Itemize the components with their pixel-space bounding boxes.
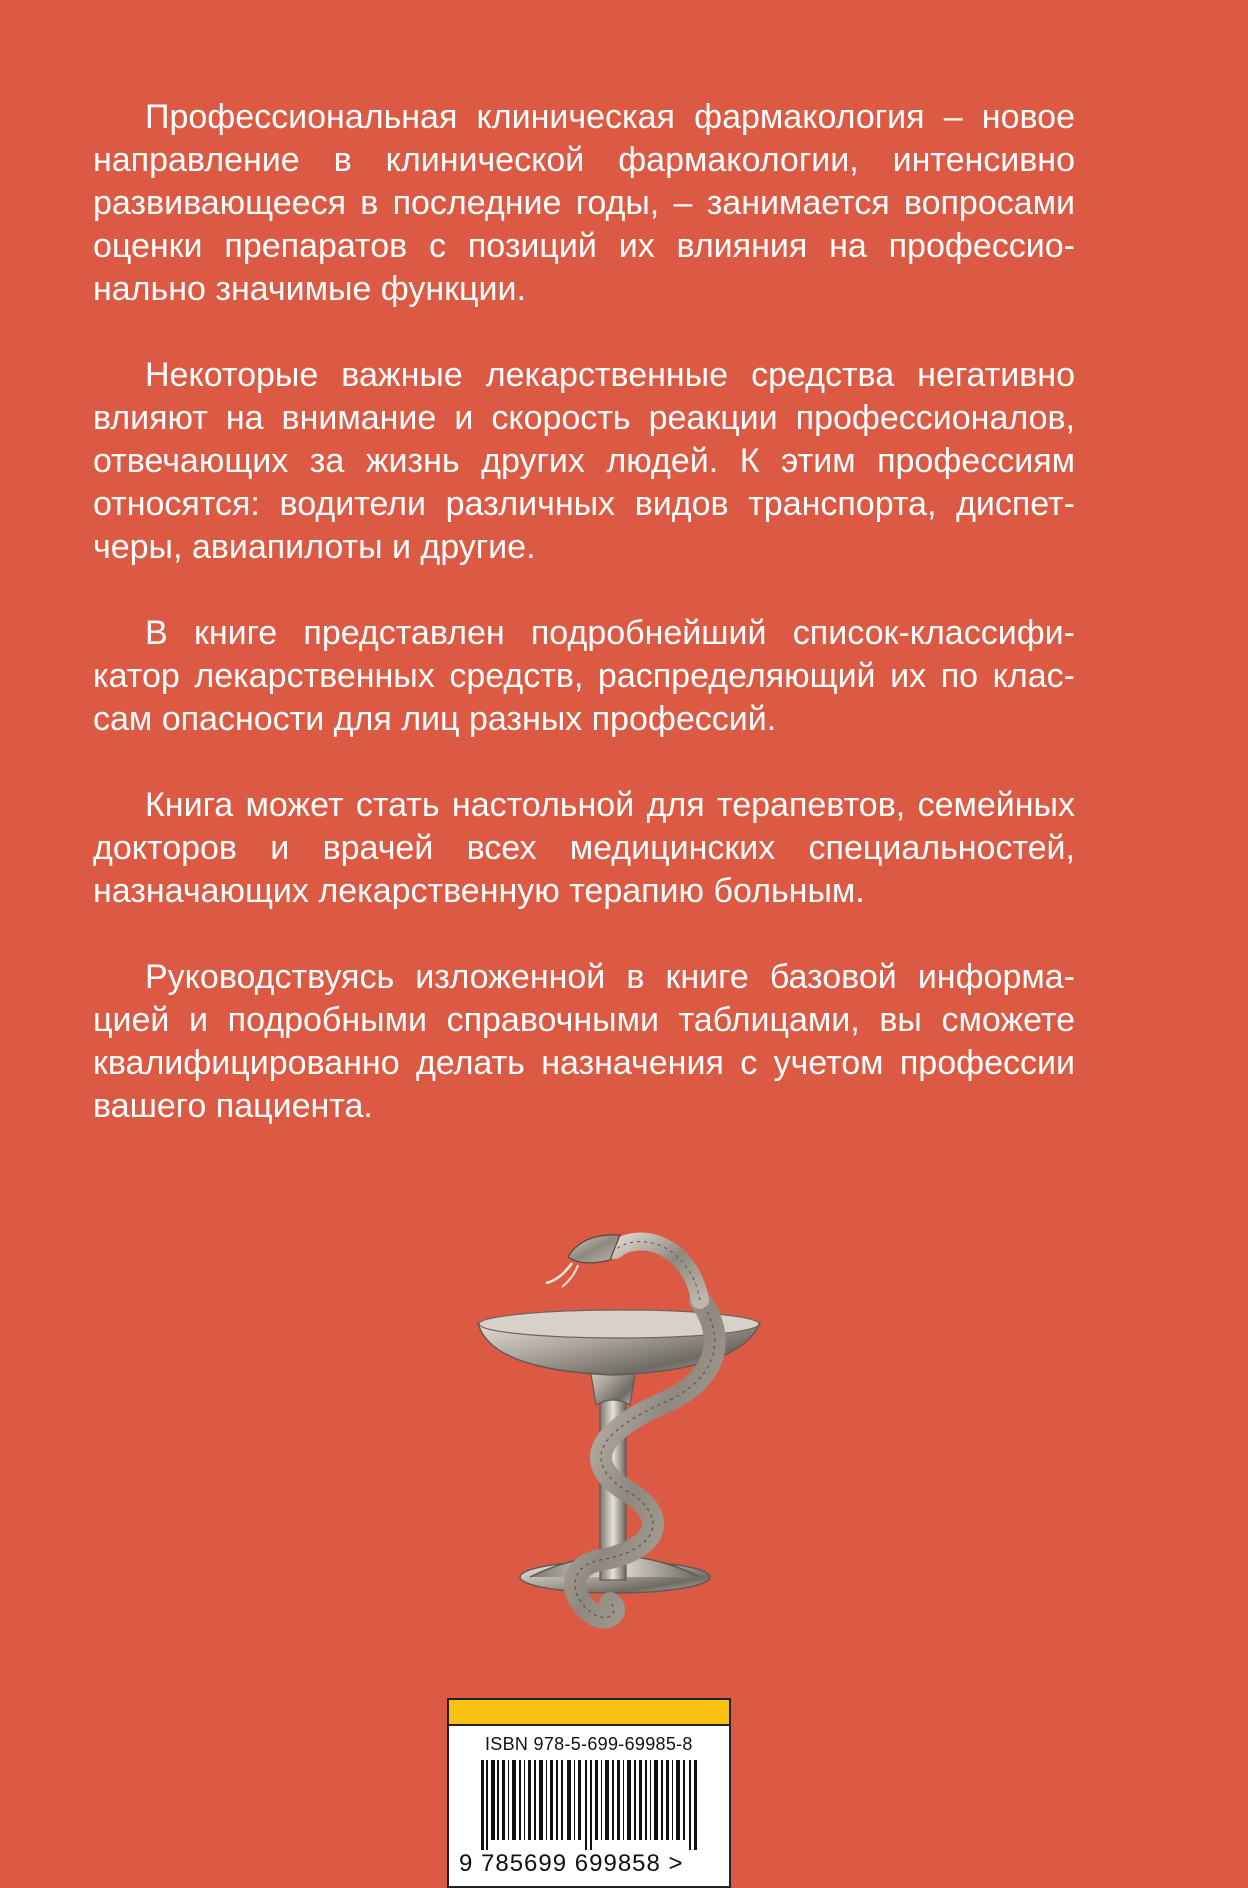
paragraph-5: Руководствуясь изложенной в книге базовой информацией и подробными справочными таблицами, вы сможете квалифицированно делать назначения с учетом профессии вашего пациента. <box>93 958 1075 1125</box>
barcode-label <box>447 1698 731 1888</box>
barcode-digits: 9 785699 699858 > <box>459 1850 684 1877</box>
paragraph-2: Некоторые важные лекарственные средства негативно влияют на внимание и скорость реакции профессионалов, отвечающих за жизнь других людей. К этим профессиям относятся: водители различных видов транспорта, диспетчеры, авиапилоты и другие. <box>93 356 1075 566</box>
paragraph-1: Профессиональная клиническая фармакология – новое направление в клинической фармакологии, интенсивно развивающееся в последние годы, – занимается вопросами оценки препаратов с позиций их влияния на профессионально значимые функции. <box>93 98 1075 308</box>
barcode-color-strip <box>449 1700 729 1726</box>
paragraph-3: В книге представлен подробнейший список-классификатор лекарственных средств, распределяющий их по классам опасности для лиц разных профессий. <box>93 614 1075 738</box>
paragraph-4: Книга может стать настольной для терапевтов, семейных докторов и врачей всех медицинских специальностей, назначающих лекарственную терапию больным. <box>93 786 1075 910</box>
back-cover-text <box>93 96 1075 1128</box>
bowl-of-hygieia-icon <box>470 1205 770 1645</box>
isbn-number: ISBN 978-5-699-69985-8 <box>485 1734 693 1754</box>
barcode-bars <box>481 1760 701 1850</box>
